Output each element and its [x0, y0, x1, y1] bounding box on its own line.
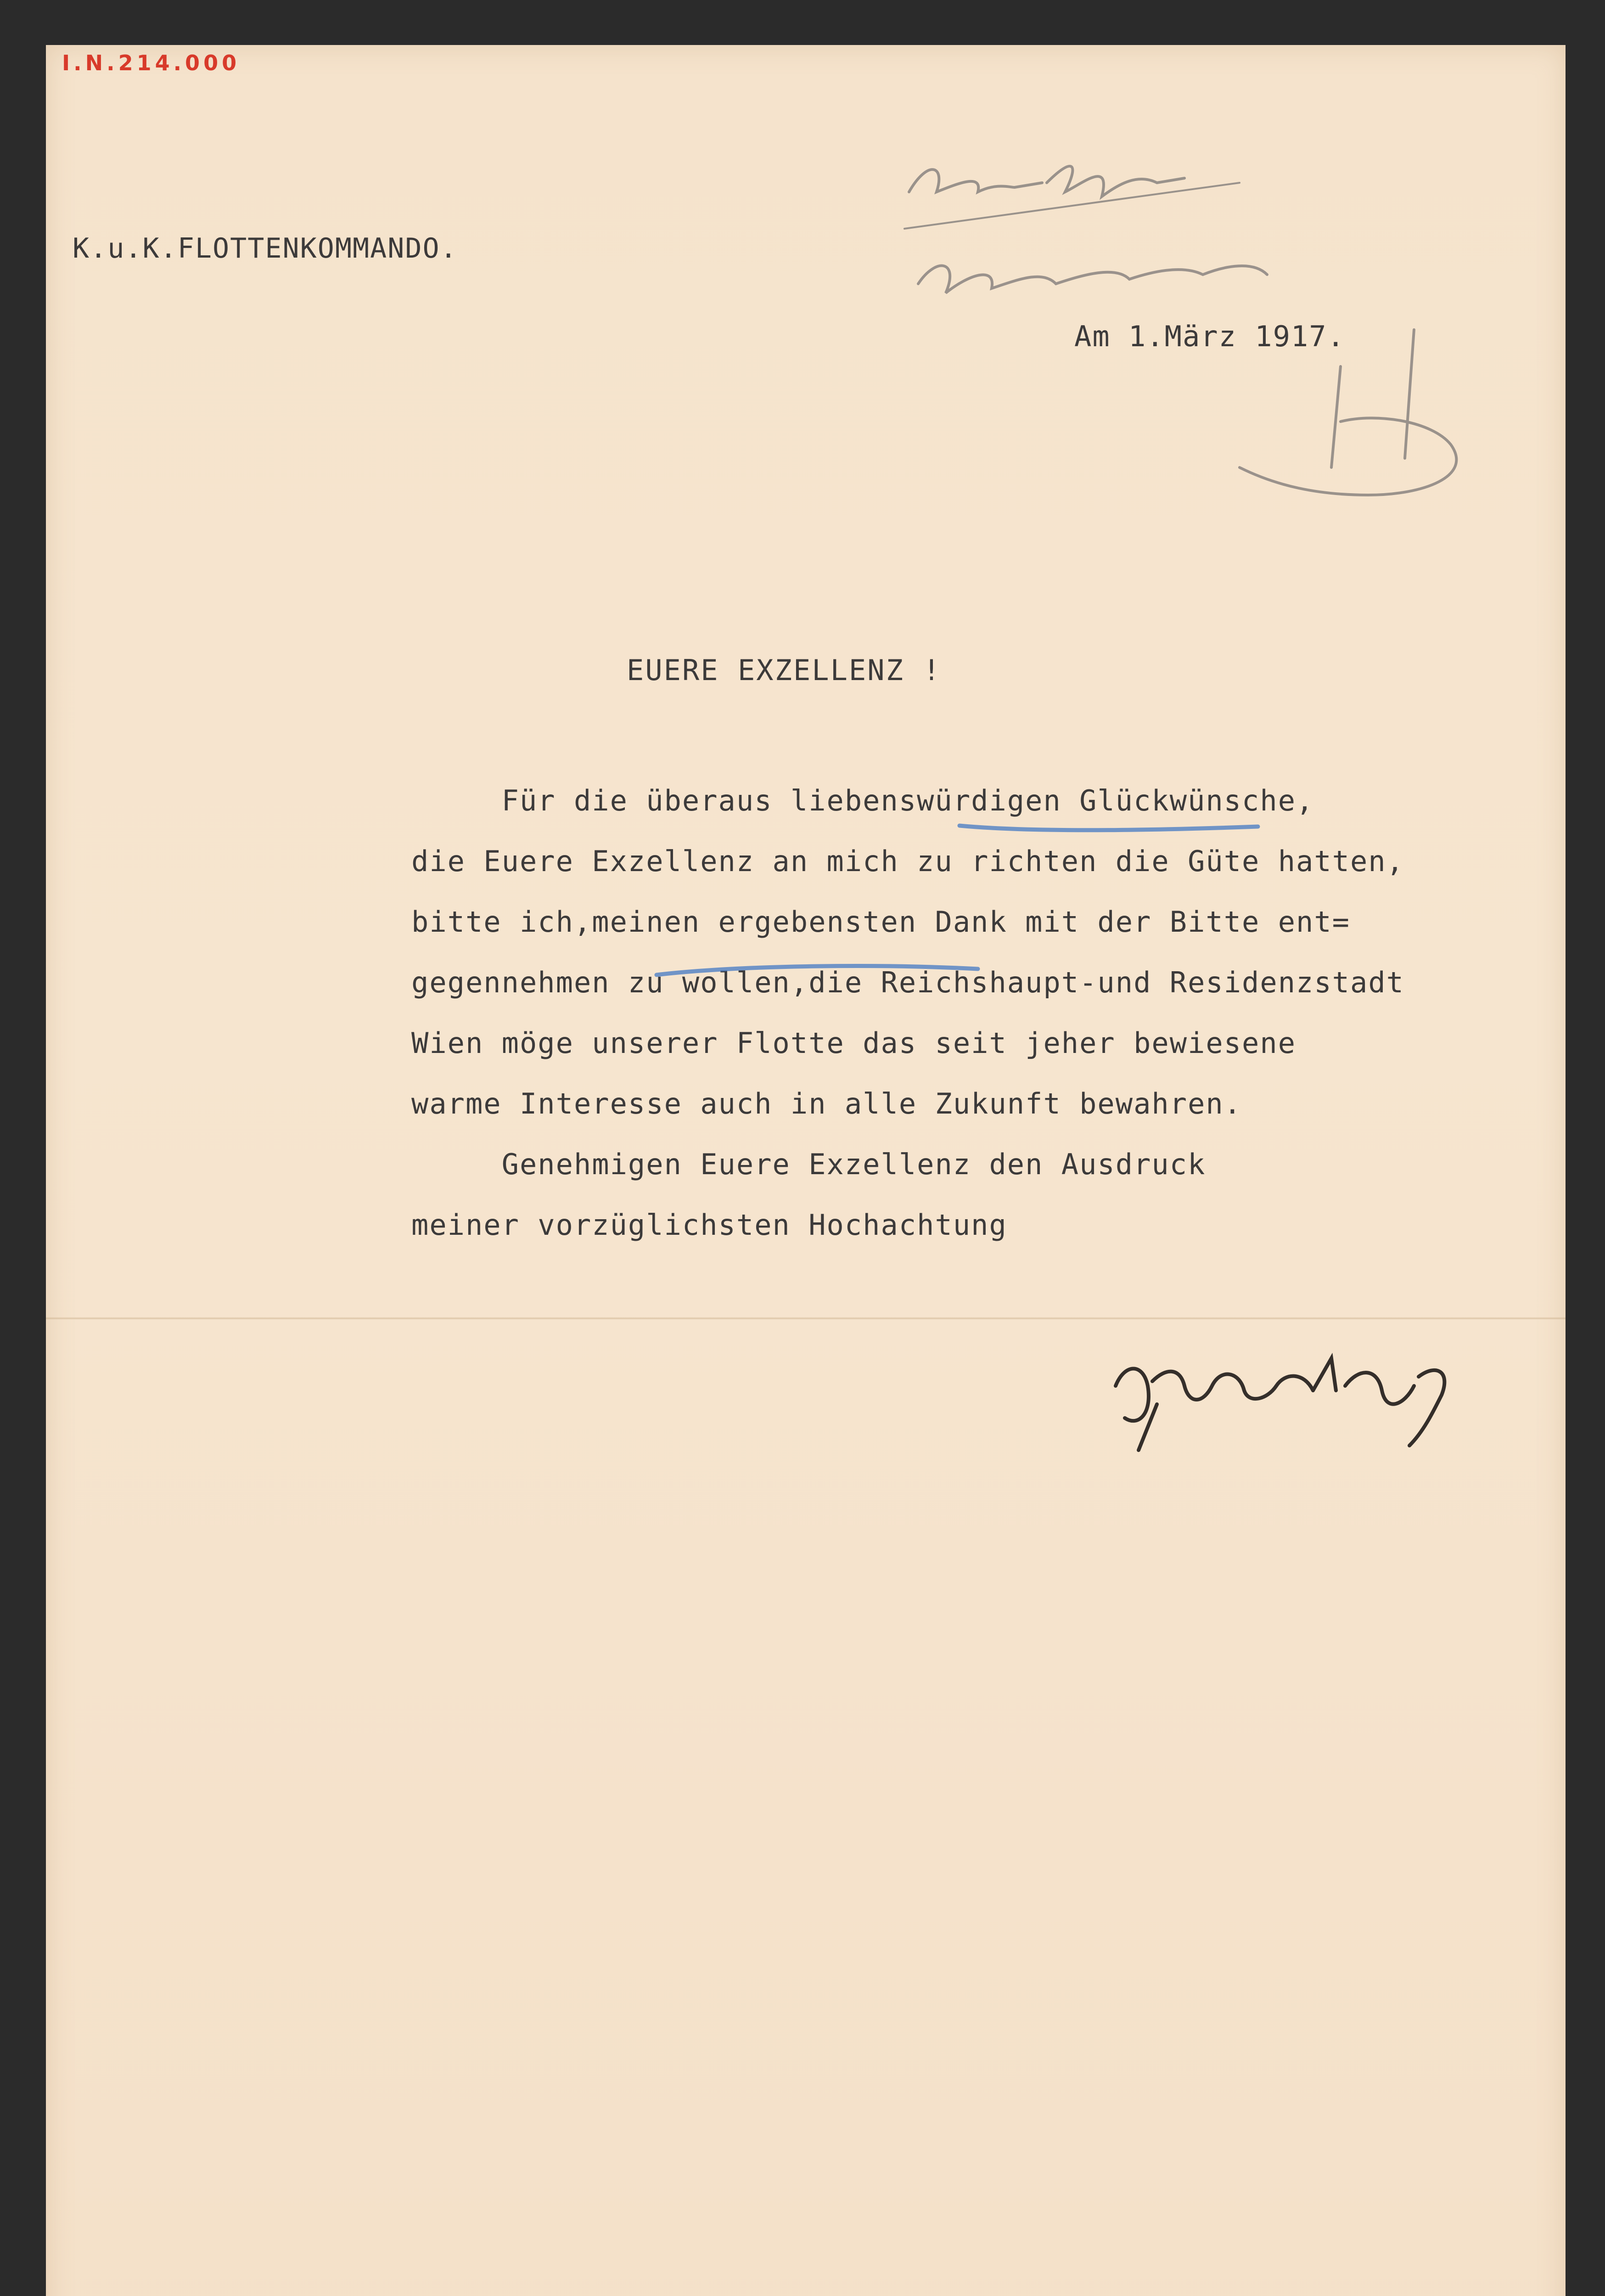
- body-line: bitte ich,meinen ergebensten Dank mit der Bitte ent=: [411, 905, 1351, 939]
- pencil-initial-mark: [1240, 330, 1456, 495]
- body-line: die Euere Exzellenz an mich zu richten die Güte hatten,: [411, 844, 1404, 878]
- body-line: Genehmigen Euere Exzellenz den Ausdruck: [411, 1148, 1206, 1181]
- paper-fold-line: [46, 1317, 1566, 1320]
- letter-body: [411, 771, 1550, 1255]
- letterhead: K.u.K.FLOTTENKOMMANDO.: [73, 232, 458, 264]
- salutation: EUERE EXZELLENZ !: [627, 653, 942, 687]
- body-line: meiner vorzüglichsten Hochachtung: [411, 1208, 1007, 1242]
- letter-sheet: [46, 45, 1566, 2296]
- archive-number: I.N.214.000: [62, 51, 241, 75]
- body-line: Wien möge unserer Flotte das seit jeher bewiesene: [411, 1026, 1296, 1060]
- body-line: gegennehmen zu wollen,die Reichshaupt-und Residenzstadt: [411, 966, 1404, 999]
- pencil-annotation: [904, 166, 1267, 293]
- signature: [1116, 1358, 1444, 1450]
- letter-date: Am 1.März 1917.: [1074, 320, 1345, 353]
- body-line: warme Interesse auch in alle Zukunft bewahren.: [411, 1087, 1242, 1120]
- body-line: Für die überaus liebenswürdigen Glückwünsche,: [411, 784, 1314, 817]
